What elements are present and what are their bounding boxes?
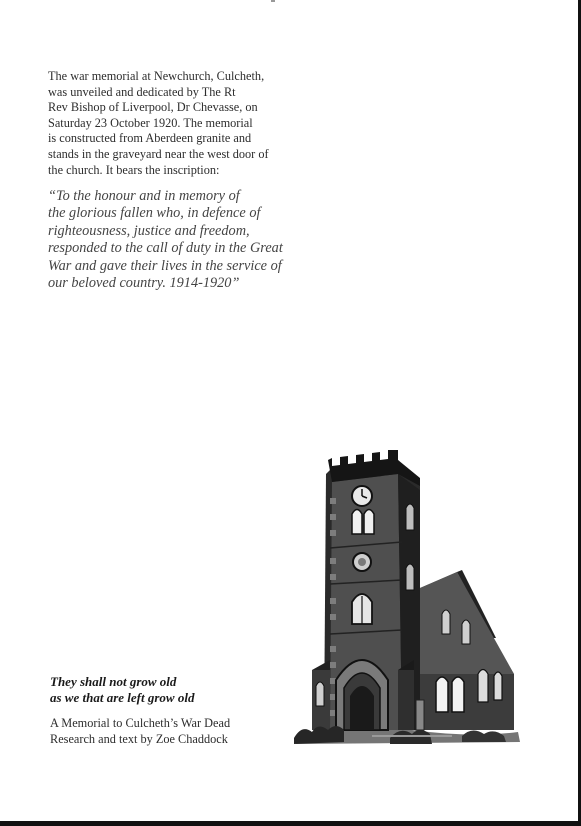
book-subtitle: A Memorial to Culcheth’s War Dead xyxy=(50,716,231,730)
tagline xyxy=(50,674,194,706)
intro-line: Rev Bishop of Liverpool, Dr Chevasse, on xyxy=(48,100,258,115)
intro-line: the church. It bears the inscription: xyxy=(48,162,220,177)
author-credit: Research and text by Zoe Chaddock xyxy=(50,731,228,746)
quote-line: responded to the call of duty in the Great xyxy=(48,240,283,257)
inscription-quote xyxy=(48,188,288,292)
intro-line: The war memorial at Newchurch, Culcheth, xyxy=(48,69,265,83)
credits xyxy=(50,716,230,747)
page-edge-bottom xyxy=(0,821,581,826)
intro-line: Saturday 23 October 1920. The memorial xyxy=(48,115,253,130)
quote-line: righteousness, justice and freedom, xyxy=(48,222,250,239)
tagline-line: as we that are left grow old xyxy=(50,690,195,705)
quote-line: our beloved country. 1914-1920” xyxy=(48,275,240,292)
intro-paragraph xyxy=(48,69,288,178)
intro-line: stands in the graveyard near the west door of xyxy=(48,146,269,161)
intro-line: is constructed from Aberdeen granite and xyxy=(48,131,252,146)
tagline-line: They shall not grow old xyxy=(50,674,177,689)
quote-line: War and gave their lives in the service of xyxy=(48,257,282,274)
quote-line: the glorious fallen who, in defence of xyxy=(48,205,261,222)
top-edge-mark xyxy=(271,0,275,2)
intro-line: was unveiled and dedicated by The Rt xyxy=(48,84,236,99)
quote-line: “To the honour and in memory of xyxy=(48,188,240,204)
church-illustration xyxy=(292,438,524,746)
